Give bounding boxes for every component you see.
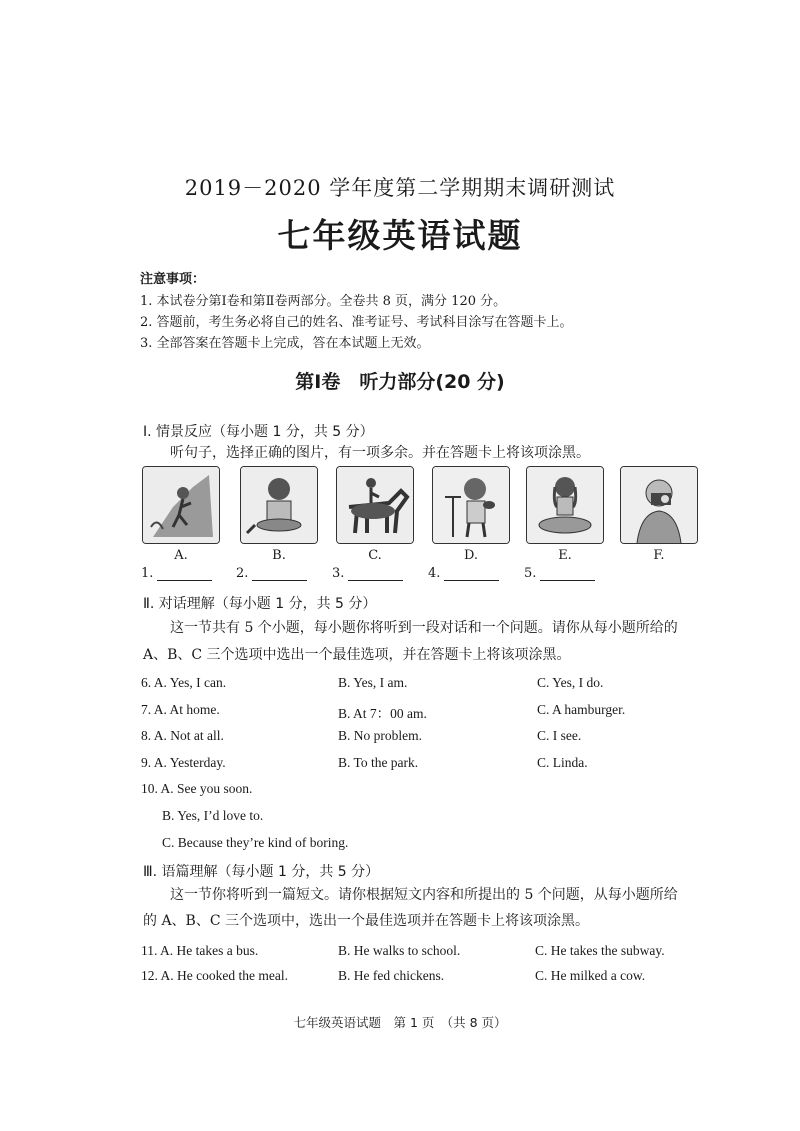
option-b: B. He fed chickens. [338, 968, 445, 983]
section-instruction: 的 A、B、C 三个选项中，选出一个最佳选项并在答题卡上将该项涂黑。 [143, 913, 590, 929]
option-a: 7. A. At home. [141, 702, 220, 717]
answer-blank[interactable] [428, 566, 499, 581]
violin-boy-icon [432, 466, 510, 544]
blank-number: 2. [236, 566, 249, 581]
option-b: B. He walks to school. [338, 943, 461, 958]
page-footer: 七年级英语试题 第 1 页 （共 8 页） [293, 1015, 507, 1030]
exam-title: 七年级英语试题 [277, 216, 523, 255]
blank-number: 1. [141, 566, 154, 581]
answer-blank[interactable] [236, 566, 307, 581]
part-title: 第Ⅰ卷 听力部分(20 分) [295, 371, 505, 393]
section-instruction: 听句子，选择正确的图片，有一项多余。并在答题卡上将该项涂黑。 [170, 445, 590, 461]
note-item: 3. 全部答案在答题卡上完成，答在本试题上无效。 [140, 336, 430, 351]
section-heading: Ⅱ. 对话理解（每小题 1 分，共 5 分） [143, 596, 377, 612]
option-b: B. Yes, I’d love to. [162, 808, 264, 823]
picture-label: F. [653, 548, 665, 563]
answer-blank[interactable] [524, 566, 595, 581]
blank-number: 5. [524, 566, 537, 581]
section-heading: Ⅰ. 情景反应（每小题 1 分，共 5 分） [143, 424, 374, 440]
blank-number: 4. [428, 566, 441, 581]
cooking-boy-icon [240, 466, 318, 544]
exam-subtitle: 2019－2020 学年度第二学期期末调研测试 [184, 176, 616, 200]
option-a: 10. A. See you soon. [141, 781, 253, 796]
option-b: B. No problem. [338, 728, 422, 743]
note-item: 2. 答题前，考生务必将自己的姓名、准考证号、考试科目涂写在答题卡上。 [140, 315, 573, 330]
option-a: 11. A. He takes a bus. [141, 943, 259, 958]
option-c: C. Yes, I do. [537, 675, 604, 690]
camera-man-icon [620, 466, 698, 544]
answer-blank[interactable] [141, 566, 212, 581]
picture-label: C. [368, 548, 382, 563]
option-c: C. He takes the subway. [535, 943, 665, 958]
option-c: C. Linda. [537, 755, 588, 770]
option-b: B. At 7：00 am. [338, 706, 427, 721]
climbing-person-icon [142, 466, 220, 544]
section-heading: Ⅲ. 语篇理解（每小题 1 分，共 5 分） [143, 864, 380, 880]
horse-rider-icon [336, 466, 414, 544]
option-c: C. He milked a cow. [535, 968, 646, 983]
option-a: 9. A. Yesterday. [141, 755, 226, 770]
washing-girl-icon [526, 466, 604, 544]
option-c: C. Because they’re kind of boring. [162, 835, 349, 850]
option-b: B. Yes, I am. [338, 675, 408, 690]
picture-label: A. [174, 548, 188, 563]
option-c: C. I see. [537, 728, 582, 743]
blank-number: 3. [332, 566, 345, 581]
option-a: 8. A. Not at all. [141, 728, 224, 743]
option-a: 12. A. He cooked the meal. [141, 968, 288, 983]
section-instruction: 这一节你将听到一篇短文。请你根据短文内容和所提出的 5 个问题，从每小题所给 [170, 887, 678, 903]
section-instruction: 这一节共有 5 个小题，每小题你将听到一段对话和一个问题。请你从每小题所给的 [170, 620, 678, 636]
answer-blank[interactable] [332, 566, 403, 581]
picture-label: D. [463, 548, 479, 563]
option-b: B. To the park. [338, 755, 419, 770]
section-instruction: A、B、C 三个选项中选出一个最佳选项，并在答题卡上将该项涂黑。 [143, 647, 571, 663]
picture-label: E. [558, 548, 572, 563]
option-c: C. A hamburger. [537, 702, 626, 717]
option-a: 6. A. Yes, I can. [141, 675, 227, 690]
notes-heading: 注意事项： [140, 272, 206, 287]
picture-label: B. [272, 548, 286, 563]
note-item: 1. 本试卷分第Ⅰ卷和第Ⅱ卷两部分。全卷共 8 页，满分 120 分。 [140, 294, 507, 309]
